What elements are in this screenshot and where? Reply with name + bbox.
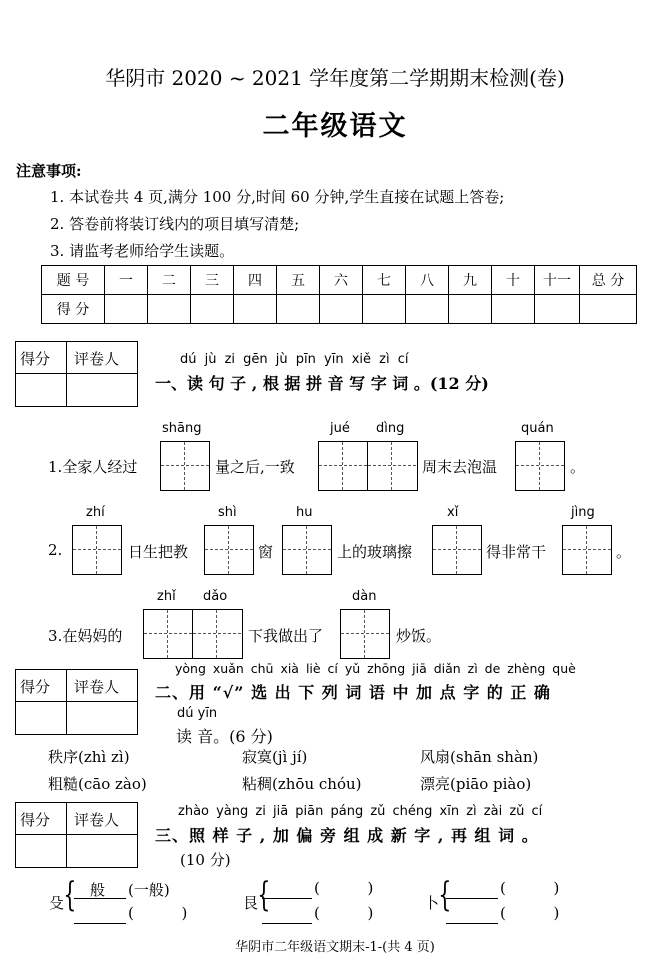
section3-title: 三、照 样 子 , 加 偏 旁 组 成 新 字 , 再 组 词 。 [155, 826, 539, 845]
pinyin-label: xǐ [447, 505, 459, 520]
score-cell[interactable] [535, 295, 580, 324]
score-cell[interactable] [234, 295, 277, 324]
table-cell: 四 [234, 266, 277, 295]
word-option[interactable]: 粘稠(zhōu chóu) [242, 775, 362, 793]
section1-pinyin: dú jù zi gēn jù pīn yīn xiě zì cí [180, 352, 409, 367]
score-cell[interactable] [320, 295, 363, 324]
pinyin-label: quán [521, 421, 554, 436]
note-item: 1. 本试卷共 4 页,满分 100 分,时间 60 分钟,学生直接在试题上答卷; [50, 188, 505, 206]
answer-paren[interactable]: ( ) [500, 904, 560, 922]
score-table [41, 265, 637, 324]
grader-box [15, 341, 138, 407]
grader-name-label: 评卷人 [74, 811, 120, 829]
score-cell[interactable] [449, 295, 492, 324]
page-footer: 华阴市二年级语文期末-1-(共 4 页) [235, 940, 435, 955]
pinyin-label: jué [330, 421, 350, 436]
section2-pinyin-line2: dú yīn [177, 706, 218, 721]
word-option[interactable]: 粗糙(cāo zào) [48, 775, 147, 793]
pinyin-label: jìng [571, 505, 595, 520]
score-cell[interactable] [580, 295, 637, 324]
score-cell[interactable] [148, 295, 191, 324]
pinyin-label: dìng [376, 421, 405, 436]
section2-pinyin: yòng xuǎn chū xià liè cí yǔ zhōng jiā diǎn zì de zhèng què [175, 661, 576, 676]
table-cell: 题 号 [42, 266, 105, 295]
word-option[interactable]: 漂亮(piāo piào) [420, 775, 532, 793]
table-cell: 九 [449, 266, 492, 295]
question-text-part: 全家人经过 [62, 458, 138, 476]
table-cell: 得 分 [42, 295, 105, 324]
table-cell: 十一 [535, 266, 580, 295]
answer-line[interactable] [262, 898, 312, 899]
score-cell[interactable] [277, 295, 320, 324]
pinyin-label: zhǐ [157, 589, 176, 604]
score-cell[interactable] [191, 295, 234, 324]
exam-title: 华阴市 2020 ~ 2021 学年度第二学期期末检测(卷) [105, 66, 565, 90]
word-option[interactable]: 风扇(shān shàn) [420, 748, 539, 766]
pinyin-label: dàn [352, 589, 377, 604]
question-text-part: 下我做出了 [248, 627, 324, 645]
table-cell: 一 [105, 266, 148, 295]
grader-score-label: 得分 [20, 350, 51, 368]
table-cell: 八 [406, 266, 449, 295]
section3-score: (10 分) [180, 851, 231, 869]
radical-char: 艮 [243, 894, 259, 912]
table-cell: 总 分 [580, 266, 637, 295]
pinyin-label: shì [218, 505, 237, 520]
tianzige-box[interactable] [515, 441, 565, 491]
pinyin-label: shāng [162, 421, 202, 436]
grader-name-label: 评卷人 [74, 350, 120, 368]
question-number: 3. [48, 627, 63, 645]
tianzige-box[interactable] [282, 525, 332, 575]
section2-title-line2: 读 音。(6 分) [176, 727, 273, 746]
score-table-score-row [42, 295, 637, 324]
answer-paren[interactable]: ( ) [314, 879, 374, 897]
word-option[interactable]: 秩序(zhì zì) [48, 748, 130, 766]
answer-line [74, 898, 126, 899]
answer-line[interactable] [262, 923, 312, 924]
question-number: 2. [48, 541, 63, 559]
notes-heading: 注意事项: [16, 162, 82, 180]
tianzige-box[interactable] [72, 525, 122, 575]
brace-icon: { [63, 875, 77, 915]
tianzige-box[interactable] [204, 525, 254, 575]
answer-line[interactable] [446, 923, 498, 924]
example-char: 般 [90, 881, 106, 899]
brace-icon: { [438, 875, 452, 915]
section2-title: 二、用 “√” 选 出 下 列 词 语 中 加 点 字 的 正 确 [155, 683, 551, 702]
answer-line[interactable] [446, 898, 498, 899]
word-option[interactable]: 寂寞(jì jí) [242, 748, 308, 766]
example-word: (一般) [128, 881, 170, 899]
tianzige-box[interactable] [143, 609, 243, 659]
score-cell[interactable] [105, 295, 148, 324]
question-text-part: 在妈妈的 [62, 627, 123, 645]
table-cell: 十 [492, 266, 535, 295]
table-cell: 六 [320, 266, 363, 295]
answer-paren[interactable]: ( ) [500, 879, 560, 897]
tianzige-box[interactable] [562, 525, 612, 575]
tianzige-box[interactable] [160, 441, 210, 491]
grader-name-label: 评卷人 [74, 678, 120, 696]
note-item: 3. 请监考老师给学生读题。 [50, 242, 235, 260]
radical-char: 卜 [424, 894, 440, 912]
pinyin-label: zhí [86, 505, 105, 520]
subject-title: 二年级语文 [262, 111, 408, 142]
table-cell: 二 [148, 266, 191, 295]
table-cell: 三 [191, 266, 234, 295]
grader-score-label: 得分 [20, 811, 51, 829]
question-text-part: 量之后,一致 [215, 458, 295, 476]
question-text-part: 得非常干 [486, 543, 547, 561]
tianzige-box[interactable] [318, 441, 418, 491]
question-text-part: 。 [616, 543, 632, 561]
question-text-part: 上的玻璃擦 [337, 543, 413, 561]
score-table-header-row [42, 266, 637, 295]
pinyin-label: dǎo [203, 589, 228, 604]
pinyin-label: hu [296, 505, 313, 520]
tianzige-box[interactable] [432, 525, 482, 575]
section1-title: 一、读 句 子 , 根 据 拼 音 写 字 词 。(12 分) [155, 374, 489, 393]
score-cell[interactable] [492, 295, 535, 324]
table-cell: 七 [363, 266, 406, 295]
question-text-part: 窗 [258, 543, 274, 561]
section3-pinyin: zhào yàng zi jiā piān páng zǔ chéng xīn zì zài zǔ cí [178, 804, 543, 819]
grader-box [15, 802, 138, 868]
question-text-part: 。 [570, 458, 586, 476]
question-text-part: 周末去泡温 [422, 458, 498, 476]
grader-box [15, 669, 138, 735]
answer-paren[interactable]: ( ) [128, 904, 188, 922]
grader-score-label: 得分 [20, 678, 51, 696]
question-number: 1. [48, 458, 63, 476]
brace-icon: { [257, 875, 271, 915]
question-text [48, 456, 137, 477]
score-cell[interactable] [363, 295, 406, 324]
question-text [48, 625, 122, 646]
table-cell: 五 [277, 266, 320, 295]
radical-char: 殳 [49, 894, 65, 912]
answer-paren[interactable]: ( ) [314, 904, 374, 922]
tianzige-box[interactable] [340, 609, 390, 659]
answer-line[interactable] [74, 923, 126, 924]
score-cell[interactable] [406, 295, 449, 324]
question-text-part: 日生把教 [128, 543, 189, 561]
question-text-part: 炒饭。 [396, 627, 442, 645]
note-item: 2. 答卷前将装订线内的项目填写清楚; [50, 215, 300, 233]
